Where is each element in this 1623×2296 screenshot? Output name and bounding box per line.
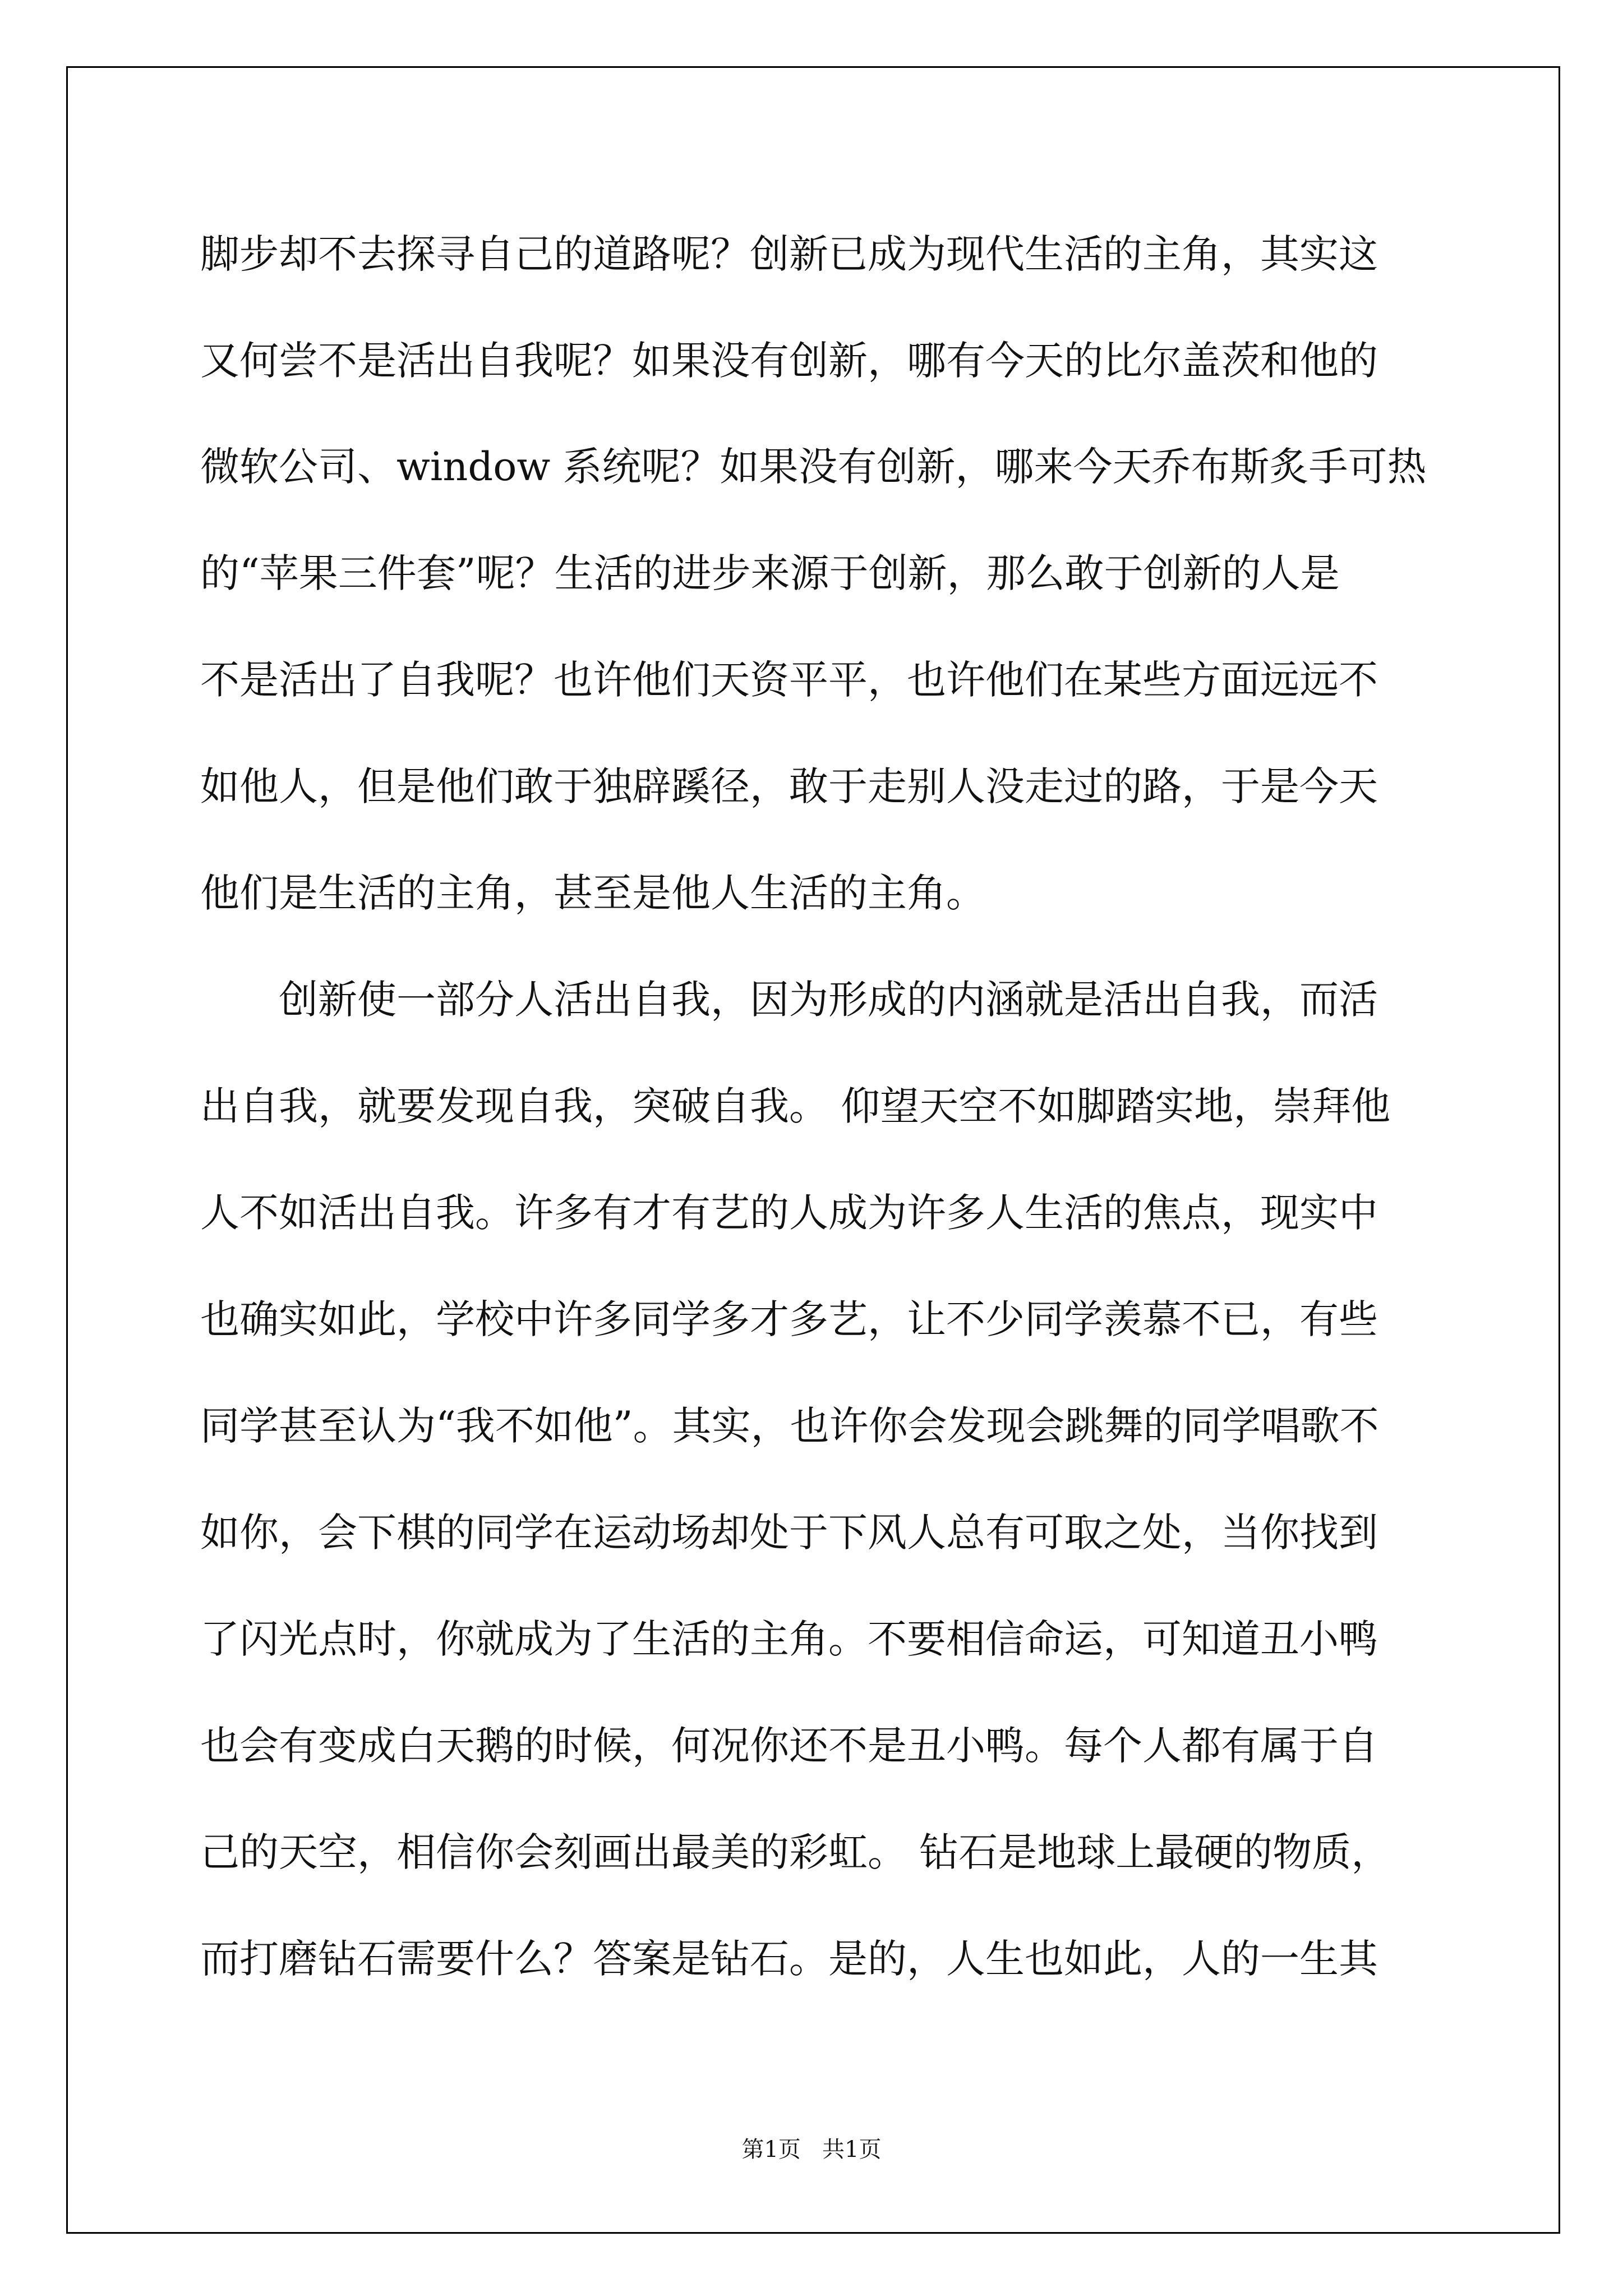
text-line: 微软公司、window 系统呢？如果没有创新，哪来今天乔布斯炙手可热: [200, 444, 1427, 490]
page-footer: 第1页 共1页: [741, 2137, 882, 2162]
text-line: 创新使一部分人活出自我，因为形成的内涵就是活出自我，而活: [200, 977, 1378, 1023]
text-line: 他们是生活的主角，甚至是他人生活的主角。: [200, 870, 985, 916]
text-line: 不是活出了自我呢？也许他们天资平平，也许他们在某些方面远远不: [200, 657, 1378, 703]
text-line: 如他人，但是他们敢于独辟蹊径，敢于走别人没走过的路，于是今天: [200, 763, 1378, 809]
text-line: 而打磨钻石需要什么？答案是钻石。是的，人生也如此，人的一生其: [200, 1936, 1378, 1982]
text-line: 如你，会下棋的同学在运动场却处于下风人总有可取之处，当你找到: [200, 1510, 1378, 1556]
text-line: 也确实如此，学校中许多同学多才多艺，让不少同学羡慕不已，有些: [200, 1296, 1378, 1342]
text-line: 出自我，就要发现自我，突破自我。 仰望天空不如脚踏实地，崇拜他: [200, 1083, 1391, 1129]
text-line: 人不如活出自我。许多有才有艺的人成为许多人生活的焦点，现实中: [200, 1190, 1378, 1236]
page-border: [66, 66, 1560, 2234]
text-line: 也会有变成白天鹅的时候，何况你还不是丑小鸭。每个人都有属于自: [200, 1723, 1378, 1769]
text-line: 了闪光点时，你就成为了生活的主角。不要相信命运，可知道丑小鸭: [200, 1616, 1378, 1662]
text-line: 又何尝不是活出自我呢？如果没有创新，哪有今天的比尔盖茨和他的: [200, 338, 1378, 384]
text-line: 的“苹果三件套”呢？生活的进步来源于创新，那么敢于创新的人是: [200, 550, 1340, 596]
text-line: 己的天空，相信你会刻画出最美的彩虹。 钻石是地球上最硬的物质，: [200, 1829, 1391, 1875]
text-line: 脚步却不去探寻自己的道路呢？创新已成为现代生活的主角，其实这: [200, 231, 1378, 277]
text-line: 同学甚至认为“我不如他”。其实，也许你会发现会跳舞的同学唱歌不: [200, 1403, 1379, 1449]
